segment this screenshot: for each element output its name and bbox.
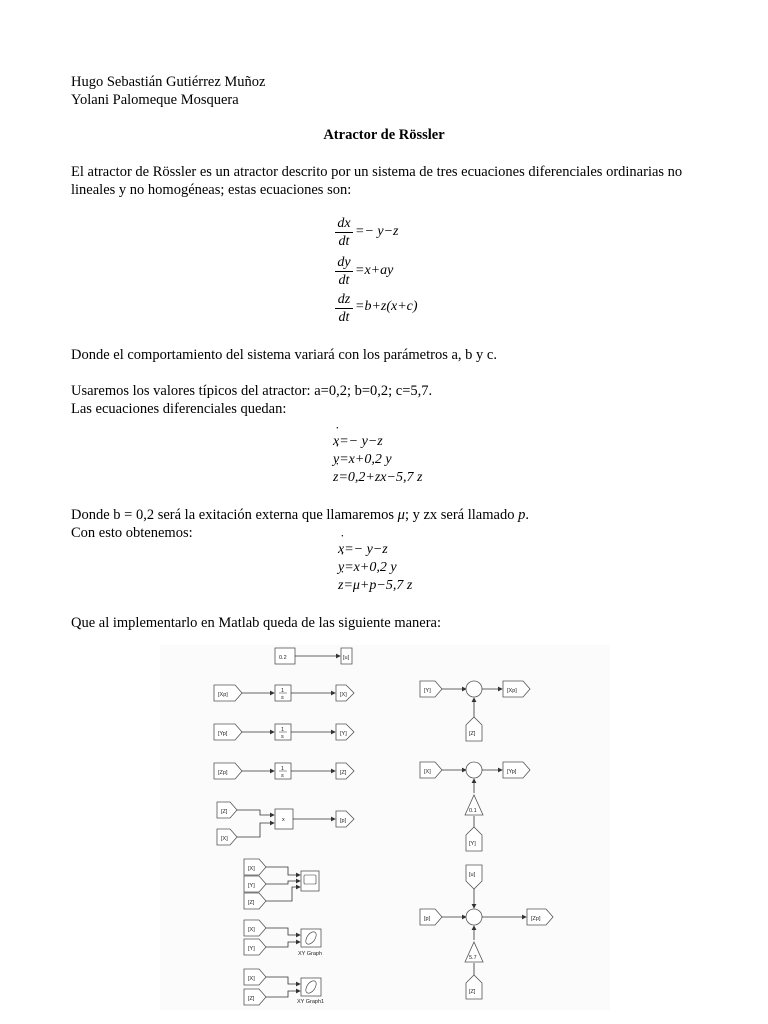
svg-text:[u]: [u]	[469, 872, 476, 878]
from-tag-z-scope	[244, 893, 266, 909]
svg-text:[X]: [X]	[248, 976, 255, 982]
from-tag-y-sum1	[420, 681, 442, 697]
constant-block	[275, 648, 295, 664]
scope-block	[301, 871, 319, 891]
svg-text:[Y]: [Y]	[248, 946, 255, 952]
svg-text:XY Graph: XY Graph	[298, 951, 323, 957]
svg-text:[X]: [X]	[248, 927, 255, 933]
values-line-1: Usaremos los valores típicos del atractor: a=0,2; b=0,2; c=5,7.	[71, 383, 433, 399]
from-tag-y-sum2	[466, 827, 482, 851]
svg-text:[Z]: [Z]	[469, 989, 476, 995]
goto-tag-x	[336, 685, 354, 701]
svg-text:[u]: [u]	[343, 655, 350, 661]
svg-text:[X]: [X]	[340, 692, 347, 698]
svg-text:x: x	[282, 817, 285, 823]
from-tag-z-sum1	[466, 717, 482, 741]
equation-rhs-1: =− y−z	[355, 224, 399, 239]
from-tag-p-sum3	[420, 909, 442, 925]
from-tag-x-xy1	[244, 920, 266, 936]
goto-tag-u	[341, 648, 352, 664]
svg-text:[X]: [X]	[248, 866, 255, 872]
integrator-x	[275, 685, 291, 701]
equation-rhs-3: =b+z(x+c)	[355, 299, 418, 314]
matlab-paragraph: Que al implementarlo en Matlab queda de las siguiente manera:	[71, 615, 442, 631]
svg-text:0.2: 0.2	[279, 655, 287, 661]
con-esto-line: Con esto obtenemos:	[71, 525, 193, 541]
goto-tag-yp	[503, 762, 530, 778]
goto-tag-xp	[503, 681, 530, 697]
svg-text:5.7: 5.7	[469, 955, 477, 961]
from-tag-z-sum3	[466, 975, 482, 999]
goto-tag-zp	[527, 909, 553, 925]
svg-text:s: s	[281, 773, 284, 779]
from-tag-z-product	[217, 802, 237, 818]
svg-text:[Y]: [Y]	[424, 688, 431, 694]
integrator-z	[275, 763, 291, 779]
xy-graph1-block	[297, 978, 324, 1005]
from-tag-u-sum3	[466, 865, 482, 889]
svg-text:[Z]: [Z]	[221, 809, 228, 815]
from-tag-y-xy1	[244, 939, 266, 955]
svg-text:[p]: [p]	[424, 916, 431, 922]
svg-text:[X]: [X]	[424, 769, 431, 775]
svg-text:[Zp]: [Zp]	[218, 770, 228, 776]
svg-text:[Yp]: [Yp]	[507, 769, 517, 775]
svg-text:[Yp]: [Yp]	[218, 731, 228, 737]
from-tag-x-xy2	[244, 969, 266, 985]
sum-block-zp	[466, 909, 482, 925]
simulink-diagram	[160, 645, 610, 1010]
svg-text:[p]: [p]	[340, 818, 347, 824]
svg-text:[Xp]: [Xp]	[218, 692, 228, 698]
goto-tag-y	[336, 724, 354, 740]
svg-text:[Y]: [Y]	[248, 883, 255, 889]
goto-tag-p	[336, 811, 354, 827]
svg-text:[Z]: [Z]	[248, 900, 255, 906]
sum-block-xp	[466, 681, 482, 697]
equation-ydot-3: ˙ y=x+0,2 y	[338, 560, 397, 576]
svg-text:XY Graph1: XY Graph1	[297, 999, 325, 1005]
svg-text:s: s	[281, 734, 284, 740]
svg-text:[Z]: [Z]	[469, 731, 476, 737]
gain-block-57	[465, 942, 483, 962]
author-1: Hugo Sebastián Gutiérrez Muñoz	[71, 74, 266, 90]
sum-block-yp	[466, 762, 482, 778]
svg-text:s: s	[281, 695, 284, 701]
author-2: Yolani Palomeque Mosquera	[71, 92, 239, 108]
equation-xdot-2: ˙ x=− y−z	[333, 434, 383, 450]
from-tag-xp	[214, 685, 242, 701]
equation-xdot-3: ˙ x=− y−z	[338, 542, 388, 558]
product-block	[275, 809, 293, 829]
xy-graph-block	[298, 929, 322, 957]
document-title: Atractor de Rössler	[323, 127, 445, 143]
from-tag-zp	[214, 763, 242, 779]
params-paragraph: Donde el comportamiento del sistema variará con los parámetros a, b y c.	[71, 347, 497, 363]
goto-tag-z	[336, 763, 354, 779]
values-line-2: Las ecuaciones diferenciales quedan:	[71, 401, 287, 417]
from-tag-z-xy2	[244, 989, 266, 1005]
fraction-dx-dt: $\frac{dx}{dt}$	[335, 215, 353, 250]
svg-text:[Xp]: [Xp]	[507, 688, 517, 694]
svg-text:[Y]: [Y]	[340, 731, 347, 737]
svg-text:[Z]: [Z]	[248, 996, 255, 1002]
integrator-y	[275, 724, 291, 740]
equation-rhs-2: =x+ay	[355, 263, 394, 278]
from-tag-x-scope	[244, 859, 266, 875]
equation-zdot-3: ˙ z=μ+p−5,7 z	[338, 578, 412, 594]
fraction-dz-dt: $\frac{dz}{dt}$	[335, 291, 353, 326]
svg-text:1: 1	[281, 727, 285, 733]
equation-zdot-2: ˙ z=0,2+zx−5,7 z	[333, 470, 422, 486]
svg-text:1: 1	[281, 688, 285, 694]
svg-text:[Y]: [Y]	[469, 841, 476, 847]
svg-text:[Z]: [Z]	[340, 770, 347, 776]
fraction-dy-dt: $\frac{dy}{dt}$	[335, 254, 353, 289]
gain-block-01	[465, 795, 483, 815]
svg-text:1: 1	[281, 766, 285, 772]
from-tag-x-sum2	[420, 762, 442, 778]
from-tag-y-scope	[244, 876, 266, 892]
excitation-paragraph: Donde b = 0,2 será la exitación externa que llamaremos μ; y zx será llamado p.	[71, 507, 529, 523]
intro-paragraph: El atractor de Rössler es un atractor descrito por un sistema de tres ecuaciones diferenciales ordinarias no lineales y no homogéneas; estas ecuaciones son:	[71, 164, 683, 198]
equation-ydot-2: ˙ y=x+0,2 y	[333, 452, 392, 468]
from-tag-yp	[214, 724, 242, 740]
from-tag-x-product	[217, 829, 237, 845]
svg-text:[X]: [X]	[221, 836, 228, 842]
svg-text:[Zp]: [Zp]	[531, 916, 541, 922]
svg-text:0.1: 0.1	[469, 808, 477, 814]
